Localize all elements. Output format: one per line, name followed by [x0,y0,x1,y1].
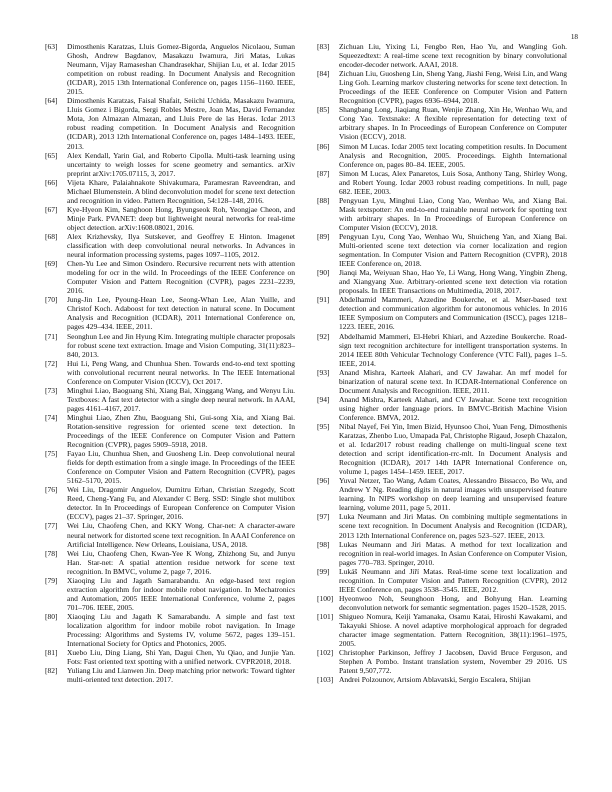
reference-number: [95] [317,421,330,431]
reference-number: [66] [45,177,58,187]
reference-number: [72] [45,358,58,368]
reference-entry [317,476,567,512]
reference-text: Xiaoqing Liu and Jagath Samarabandu. An edge-based text region extraction algorithm for indoor mobile robot navigation. In Mechatronics and Automation, 2005 IEEE International Conference, volume 2, pages 701–706. IEEE, 2005. [67,575,295,612]
reference-text: Shangbang Long, Jiaqiang Ruan, Wenjie Zhang, Xin He, Wenhao Wu, and Cong Yao. Textsnake: A flexible representation for detecting text of arbitrary shapes. In In Proceedings of European Conference on Computer Vision (ECCV), 2018. [339,105,567,142]
reference-number: [78] [45,548,58,558]
reference-text: Minghui Liao, Baoguang Shi, Xiang Bai, Xinggang Wang, and Wenyu Liu. Textboxes: A fast text detector with a single deep neural network. In AAAI, pages 4161–4167, 2017. [67,385,295,413]
reference-number: [93] [317,367,330,377]
reference-text: Anand Mishra, Karteek Alahari, and CV Jawahar. Scene text recognition using higher order language priors. In BMVC-British Machine Vision Conference. BMVA, 2012. [339,394,567,422]
reference-entry [45,42,295,96]
reference-text: Wei Liu, Dragomir Anguelov, Dumitru Erhan, Christian Szegedy, Scott Reed, Cheng-Yang Fu, and Alexander C Berg. SSD: Single shot multibox detector. In In Proceedings of European Conference on Computer Vision (ECCV), pages 21–37. Springer, 2016. [67,485,295,522]
reference-text: Lukáš Neumann and Jiří Matas. Real-time scene text localization and recognition. In Computer Vision and Pattern Recognition (CVPR), 2012 IEEE Conference on, pages 3538–3545. IEEE, 2012. [339,566,567,594]
reference-text: Seonghun Lee and Jin Hyung Kim. Integrating multiple character proposals for robust scene text extraction. Image and Vision Computing, 31(11):823–840, 2013. [67,331,295,359]
reference-entry [317,512,567,539]
reference-number: [92] [317,331,330,341]
reference-text: Chen-Yu Lee and Simon Osindero. Recursive recurrent nets with attention modeling for ocr in the wild. In Proceedings of the IEEE Conference on Computer Vision and Pattern Recognition (CVPR), pages 2231–2239, 2016. [67,259,295,296]
reference-number: [77] [45,521,58,531]
reference-text: Hui Li, Peng Wang, and Chunhua Shen. Towards end-to-end text spotting with convolutional recurrent neural networks. In The IEEE International Conference on Computer Vision (ICCV), Oct 2017. [67,358,295,386]
reference-number: [67] [45,204,58,214]
reference-entry [317,42,567,69]
reference-text: Vijeta Khare, Palaiahnakote Shivakumara, Paramesran Raveendran, and Michael Blumenstein. A blind deconvolution model for scene text detection and recognition in video. Pattern Recognition, 54:128–148, 2016. [67,177,295,205]
reference-entry [317,648,567,675]
reference-text: Pengyuan Lyu, Cong Yao, Wenhao Wu, Shuicheng Yan, and Xiang Bai. Multi-oriented scene text detection via corner localization and region segmentation. In Computer Vision and Pattern Recognition (CVPR), 2018 IEEE Conference on, 2018. [339,231,567,269]
reference-number: [65] [45,150,58,160]
reference-text: Christopher Parkinson, Jeffrey J Jacobsen, David Bruce Ferguson, and Stephen A Pombo. Instant translation system, November 29 2016. US Patent 9,507,772. [339,648,567,676]
reference-entry [317,540,567,567]
reference-entry [45,549,295,576]
reference-number: [85] [317,105,330,115]
reference-text: Zichuan Liu, Yixing Li, Fengbo Ren, Hao Yu, and Wangling Goh. Squeezedtext: A real-time scene text recognition by binary convolutional encoder-decoder network. AAAI, 2018. [339,42,567,70]
reference-number: [63] [45,42,58,51]
reference-entry [317,295,567,331]
reference-text: Dimosthenis Karatzas, Lluis Gomez-Bigorda, Anguelos Nicolaou, Suman Ghosh, Andrew Bagdanov, Masakazu Iwamura, Jiri Matas, Lukas Neumann, Vijay Ramaseshan Chandrasekhar, Shijian Lu, et al. Icdar 2015 competition on robust reading. In Document Analysis and Recognition (ICDAR), 2015 13th International Conference on, pages 1156–1160. IEEE, 2015. [67,42,295,97]
reference-text: Abdelhamid Mammeri, El-Hebri Khiari, and Azzedine Boukerche. Road-sign text recognition architecture for intelligent transportation systems. In 2014 IEEE 80th Vehicular Technology Conference (VTC Fall), pages 1–5. IEEE, 2014. [339,331,567,368]
reference-number: [100] [317,593,334,603]
reference-entry [317,196,567,232]
reference-entry [45,612,295,648]
reference-text: Wei Liu, Chaofeng Chen, Kwan-Yee K Wong, Zhizhong Su, and Junyu Han. Star-net: A spatial attention residue network for scene text recognition. In BMVC, volume 2, page 7, 2016. [67,548,295,576]
reference-text: Wei Liu, Chaofeng Chen, and KKY Wong. Char-net: A character-aware neural network for distorted scene text recognition. In AAAI Conference on Artificial Intelligence. New Orleans, Louisiana, USA, 2018. [67,521,295,549]
reference-number: [102] [317,648,334,658]
reference-number: [83] [317,42,330,51]
reference-entry [317,612,567,648]
reference-text: Minghui Liao, Zhen Zhu, Baoguang Shi, Gui-song Xia, and Xiang Bai. Rotation-sensitive regression for oriented scene text detection. In Proceedings of the IEEE Conference on Computer Vision and Pattern Recognition (CVPR), pages 5909–5918, 2018. [67,412,295,450]
reference-entry [45,449,295,485]
reference-text: Andrei Polzounov, Artsiom Ablavatski, Sergio Escalera, Shijian [339,675,531,685]
reference-text: Lukas Neumann and Jiri Matas. A method for text localization and recognition in real-world images. In Asian Conference on Computer Vision, pages 770–783. Springer, 2010. [339,539,567,567]
reference-text: Jung-Jin Lee, Pyoung-Hean Lee, Seong-Whan Lee, Alan Yuille, and Christof Koch. Adaboost for text detection in natural scene. In Document Analysis and Recognition (ICDAR), 2011 International Conference on, pages 429–434. IEEE, 2011. [67,295,295,332]
reference-entry [45,332,295,359]
reference-number: [91] [317,295,330,305]
reference-entry [45,386,295,413]
reference-entry [45,359,295,386]
reference-number: [98] [317,539,330,549]
reference-text: Xiaoqing Liu and Jagath K Samarabandu. A simple and fast text localization algorithm for indoor mobile robot navigation. In Image Processing: Algorithms and Systems IV, volume 5672, pages 139–151. International Society for Optics and Photonics, 2005. [67,611,295,649]
reference-entry [45,259,295,295]
reference-number: [90] [317,268,330,278]
reference-number: [74] [45,412,58,422]
reference-text: Yuval Netzer, Tao Wang, Adam Coates, Alessandro Bissacco, Bo Wu, and Andrew Y Ng. Reading digits in natural images with unsupervised feature learning. In NIPS workshop on deep learning and unsupervised feature learning, volume 2011, page 5, 2011. [339,476,567,513]
reference-number: [71] [45,331,58,341]
reference-number: [81] [45,648,58,658]
reference-number: [80] [45,611,58,621]
reference-text: Abdelhamid Mammeri, Azzedine Boukerche, et al. Mser-based text detection and communication algorithm for autonomous vehicles. In 2016 IEEE Symposium on Computers and Communication (ISCC), pages 1218–1223. IEEE, 2016. [339,295,567,332]
reference-text: Yuliang Liu and Lianwen Jin. Deep matching prior network: Toward tighter multi-oriented text detection. 2017. [67,666,295,685]
reference-text: Simon M Lucas. Icdar 2005 text locating competition results. In Document Analysis and Recognition, 2005. Proceedings. Eighth International Conference on, pages 80–84. IEEE, 2005. [339,141,567,169]
reference-entry [317,142,567,169]
reference-entry [317,232,567,268]
reference-entry [317,567,567,594]
reference-number: [70] [45,295,58,305]
reference-number: [94] [317,394,330,404]
references-right-column [317,42,567,684]
reference-text: Zichuan Liu, Guosheng Lin, Sheng Yang, Jiashi Feng, Weisi Lin, and Wang Ling Goh. Learning markov clustering networks for scene text detection. In Proceedings of the IEEE Conference on Computer Vision and Pattern Recognition (CVPR), pages 6936–6944, 2018. [339,69,567,106]
reference-number: [99] [317,566,330,576]
reference-text: Alex Kendall, Yarin Gal, and Roberto Cipolla. Multi-task learning using uncertainty to weigh losses for scene geometry and semantics. arXiv preprint arXiv:1705.07115, 3, 2017. [67,150,295,178]
reference-entry [317,332,567,368]
reference-entry [317,105,567,141]
reference-entry [45,576,295,612]
reference-text: Shigueo Nomura, Keiji Yamanaka, Osamu Katai, Hiroshi Kawakami, and Takayuki Shiose. A novel adaptive morphological approach for degraded character image segmentation. Pattern Recognition, 38(11):1961–1975, 2005. [339,611,567,649]
reference-entry [45,205,295,232]
page-number: 18 [570,33,578,41]
reference-number: [101] [317,611,334,621]
reference-entry [45,178,295,205]
reference-entry [45,151,295,178]
reference-number: [88] [317,195,330,205]
reference-entry [45,232,295,259]
reference-entry [45,96,295,150]
reference-entry [317,268,567,295]
reference-number: [76] [45,485,58,495]
reference-text: Xuebo Liu, Ding Liang, Shi Yan, Dagui Chen, Yu Qiao, and Junjie Yan. Fots: Fast oriented text spotting with a unified network. CVPR2018, 2018. [67,648,295,667]
reference-number: [69] [45,259,58,269]
reference-text: Kye-Hyeon Kim, Sanghoon Hong, Byungseok Roh, Yeongjae Cheon, and Minje Park. PVANET: deep but lightweight neural networks for real-time object detection. arXiv:1608.08021, 2016. [67,204,295,232]
reference-text: Alex Krizhevsky, Ilya Sutskever, and Geoffrey E Hinton. Imagenet classification with deep convolutional neural networks. In Advances in neural information processing systems, pages 1097–1105, 2012. [67,231,295,260]
reference-number: [75] [45,449,58,459]
reference-entry [45,648,295,666]
reference-entry [45,485,295,521]
reference-number: [64] [45,96,58,106]
reference-text: Simon M Lucas, Alex Panaretos, Luis Sosa, Anthony Tang, Shirley Wong, and Robert Young. Icdar 2003 robust reading competitions. In null, page 682. IEEE, 2003. [339,168,567,196]
reference-text: Fayao Liu, Chunhua Shen, and Guosheng Lin. Deep convolutional neural fields for depth estimation from a single image. In Proceedings of the IEEE Conference on Computer Vision and Pattern Recognition (CVPR), pages 5162–5170, 2015. [67,449,295,486]
reference-number: [86] [317,141,330,151]
reference-entry [317,368,567,395]
reference-number: [89] [317,231,330,241]
reference-entry [45,666,295,684]
reference-text: Jianqi Ma, Weiyuan Shao, Hao Ye, Li Wang, Hong Wang, Yingbin Zheng, and Xiangyang Xue. Arbitrary-oriented scene text detection via rotation proposals. In IEEE Transactions on Multimedia, 2018, 2017. [339,268,567,296]
reference-text: Nibal Nayef, Fei Yin, Imen Bizid, Hyunsoo Choi, Yuan Feng, Dimosthenis Karatzas, Zhenbo Luo, Umapada Pal, Christophe Rigaud, Joseph Chazalon, et al. Icdar2017 robust reading challenge on multi-lingual scene text detection and script identification-rrc-mlt. In Document Analysis and Recognition (ICDAR), 2017 14th IAPR International Conference on, volume 1, pages 1454–1459. IEEE, 2017. [339,421,567,477]
reference-entry [317,395,567,422]
reference-entry [45,295,295,331]
reference-entry [317,422,567,476]
reference-number: [87] [317,168,330,178]
reference-entry [317,169,567,196]
reference-entry [45,413,295,449]
reference-text: Pengyuan Lyu, Minghui Liao, Cong Yao, Wenhao Wu, and Xiang Bai. Mask textspotter: An end-to-end trainable neural network for spotting text with arbitrary shapes. In In Proceedings of European Conference on Computer Vision (ECCV), 2018. [339,195,567,232]
reference-text: Dimosthenis Karatzas, Faisal Shafait, Seiichi Uchida, Masakazu Iwamura, Lluis Gomez i Bigorda, Sergi Robles Mestre, Joan Mas, David Fernandez Mota, Jon Almazan Almazan, and Lluis Pere de las Heras. Icdar 2013 robust reading competition. In Document Analysis and Recognition (ICDAR), 2013 12th International Conference on, pages 1484–1493. IEEE, 2013. [67,96,295,151]
reference-number: [96] [317,476,330,486]
reference-text: Hyeonwoo Noh, Seunghoon Hong, and Bohyung Han. Learning deconvolution network for semantic segmentation. pages 1520–1528, 2015. [339,593,567,612]
reference-number: [73] [45,385,58,395]
reference-number: [79] [45,575,58,585]
reference-number: [84] [317,69,330,79]
reference-text: Anand Mishra, Karteek Alahari, and CV Jawahar. An mrf model for binarization of natural scene text. In ICDAR-International Conference on Document Analysis and Recognition. IEEE, 2011. [339,367,567,395]
reference-number: [68] [45,231,58,241]
reference-entry [317,69,567,105]
reference-entry [45,521,295,548]
reference-number: [103] [317,675,334,685]
reference-entry [317,594,567,612]
references-left-column [45,42,295,684]
reference-text: Luka Neumann and Jiri Matas. On combining multiple segmentations in scene text recognition. In Document Analysis and Recognition (ICDAR), 2013 12th International Conference on, pages 523–527. IEEE, 2013. [339,512,567,540]
reference-number: [97] [317,512,330,522]
reference-entry [317,675,567,684]
reference-number: [82] [45,666,58,676]
